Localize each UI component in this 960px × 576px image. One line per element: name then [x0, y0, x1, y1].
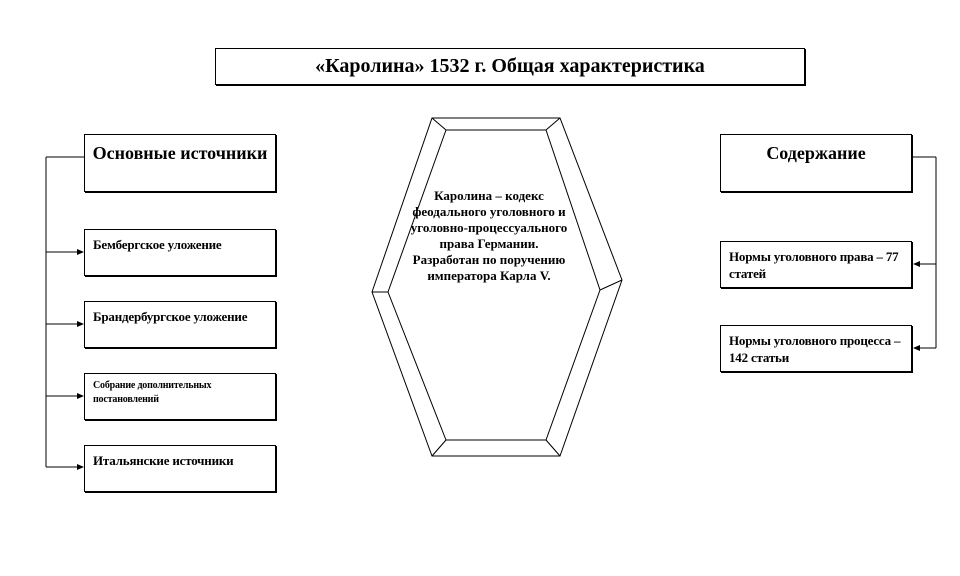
source-item-italian: Итальянские источники — [84, 445, 276, 492]
left-arrowheads — [77, 249, 84, 470]
content-header: Содержание — [720, 134, 912, 192]
right-arrowheads — [913, 261, 920, 351]
sources-header: Основные источники — [84, 134, 276, 192]
right-bracket — [912, 157, 936, 348]
content-item-criminal-process: Нормы уголовного процесса – 142 статьи — [720, 325, 912, 372]
source-item-bamberg: Бембергское уложение — [84, 229, 276, 276]
content-item-criminal-law: Нормы уголовного права – 77 статей — [720, 241, 912, 288]
source-item-additional: Собрание дополнительных постановлений — [84, 373, 276, 420]
center-hexagon — [372, 118, 622, 456]
diagram-title: «Каролина» 1532 г. Общая характеристика — [215, 48, 805, 85]
source-item-brandenburg: Брандербургское уложение — [84, 301, 276, 348]
left-bracket — [46, 157, 84, 467]
hexagon-text: Каролина – кодекс феодального уголовного и уголовно-процессуального права Германии. Разработан по поручению императора Карла V. — [410, 188, 568, 283]
